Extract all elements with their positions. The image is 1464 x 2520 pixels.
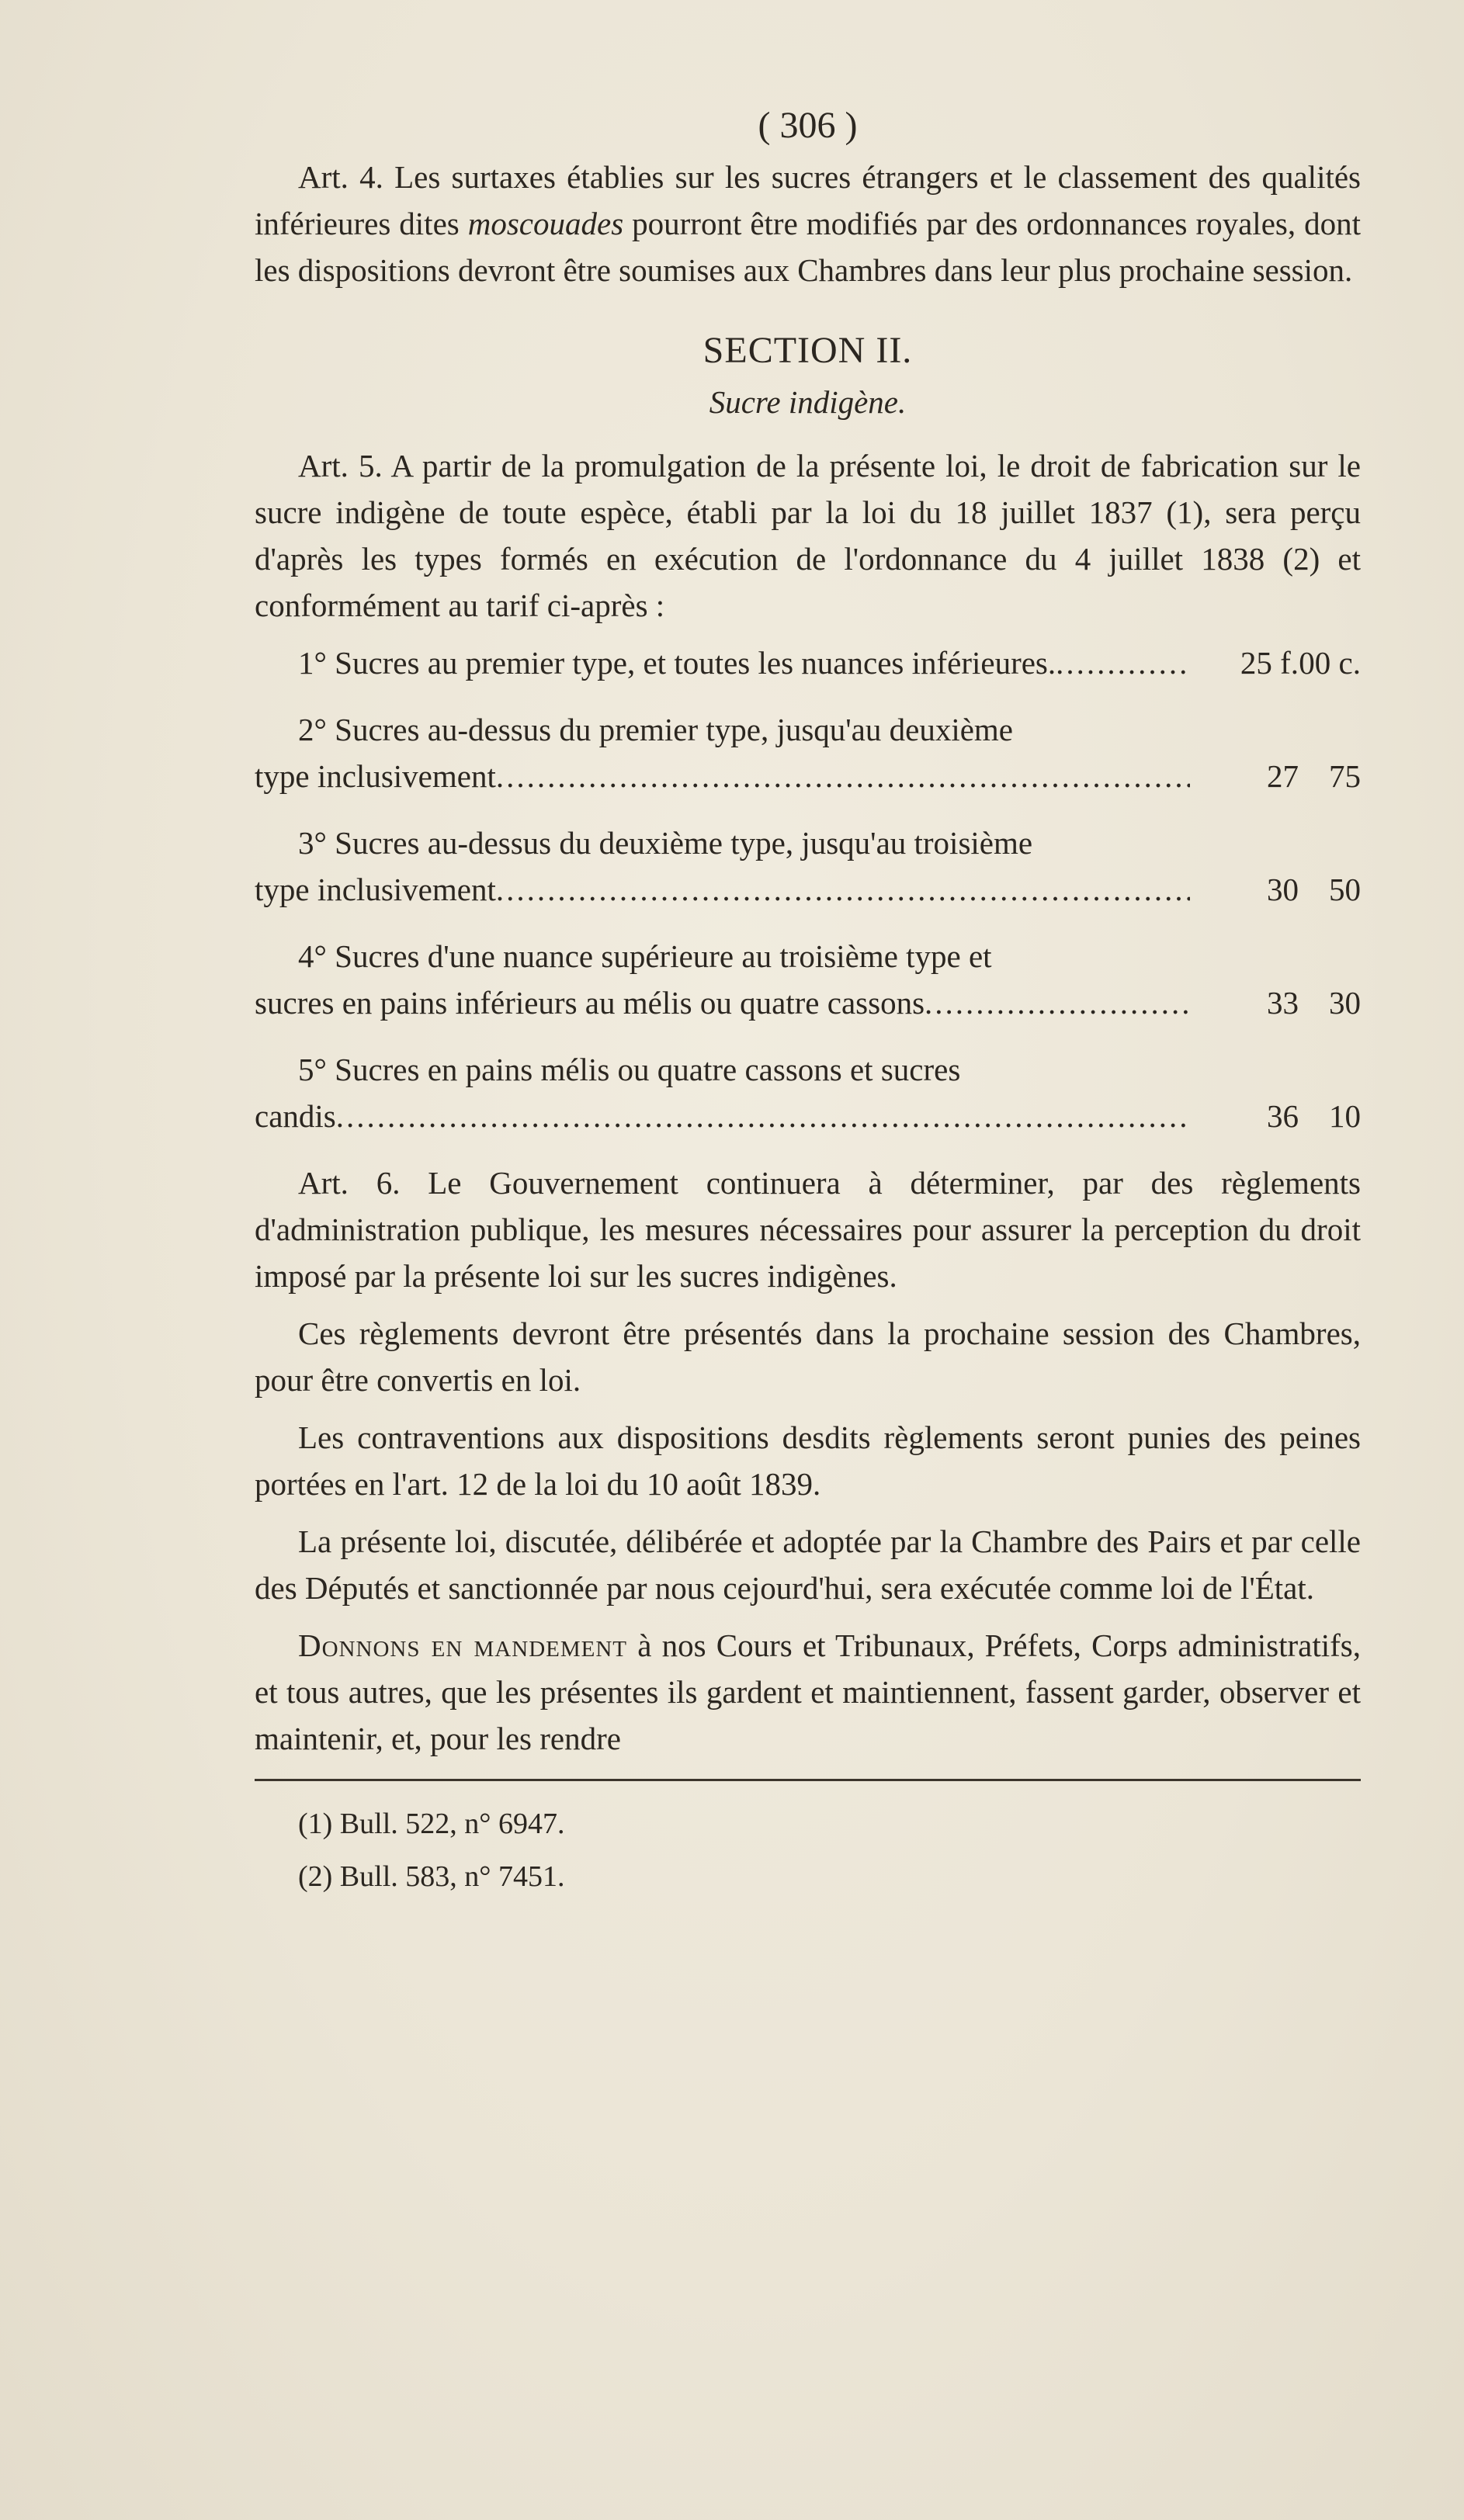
article-4 — [255, 154, 1361, 293]
paragraph-mandement — [255, 1622, 1361, 1762]
article-5: Art. 5. A partir de la promulgation de la présente loi, le droit de fabrication sur le sucre indigène de toute espèce, établi par la loi du 18 juillet 1837 (1), sera perçu d'après les types formés en exécution de l'ordonnance du 4 juillet 1838 (2) et conformément au tarif ci-après : — [255, 448, 1361, 623]
tariff-label: 2° Sucres au-dessus du premier type, jusqu'au deuxième — [298, 712, 1013, 747]
article-6: Art. 6. Le Gouvernement continuera à déterminer, par des règlements d'administration publique, les mesures nécessaires pour assurer la perception du droit imposé par la présente loi sur les sucres indigènes. — [255, 1165, 1361, 1294]
tariff-row — [255, 820, 1361, 913]
page-text — [255, 102, 1361, 1905]
footnote-2: (2) Bull. 583, n° 7451. — [298, 1860, 565, 1893]
leader-dots — [336, 1093, 1190, 1139]
tariff-table — [255, 640, 1361, 1139]
tariff-label: 3° Sucres au-dessus du deuxième type, jusqu'au troisième — [298, 825, 1033, 861]
footnote-1: (1) Bull. 522, n° 6947. — [298, 1808, 565, 1840]
mandement-lead: Donnons en mandement — [298, 1627, 628, 1663]
tariff-francs: 36 — [1267, 1098, 1299, 1134]
paragraph-presente-loi: La présente loi, discutée, délibérée et adoptée par la Chambre des Pairs et par celle des Députés et sanctionnée par nous cejourd'hui, sera exécutée comme loi de l'État. — [255, 1523, 1361, 1606]
leader-dots — [1056, 640, 1190, 686]
tariff-francs: 30 — [1267, 872, 1299, 907]
section-subtitle: Sucre indigène. — [709, 384, 907, 420]
article-4-lead: Art. 4. — [298, 159, 383, 195]
paragraph-reglements: Ces règlements devront être présentés dans la prochaine session des Chambres, pour être convertis en loi. — [255, 1315, 1361, 1398]
tariff-label: 5° Sucres en pains mélis ou quatre cassons et sucres — [298, 1052, 961, 1087]
tariff-label-cont: type inclusivement — [255, 872, 496, 907]
tariff-label-cont: type inclusivement — [255, 758, 496, 794]
article-4-text-before: Les surtaxes établies sur les sucres étrangers et le classement des qualités inférieures dites — [255, 159, 1361, 241]
tariff-francs: 25 f. — [1240, 645, 1299, 681]
tariff-francs: 33 — [1267, 985, 1299, 1021]
page-number: ( 306 ) — [758, 105, 858, 146]
mandement-text: à nos Cours et Tribunaux, Préfets, Corps administratifs, et tous autres, que les présentes ils gardent et maintiennent, fassent garder, observer et maintenir, et, pour les rendre — [255, 1627, 1361, 1756]
tariff-label: 1° Sucres au premier type, et toutes les nuances inférieures. — [298, 645, 1056, 681]
tariff-row — [255, 1046, 1361, 1139]
leader-dots — [496, 866, 1190, 913]
article-4-italic-term: moscouades — [467, 206, 624, 241]
tariff-line — [255, 753, 1361, 799]
article-4-text-after: pourront être modifiés par des ordonnances royales, dont les dispositions devront être soumises aux Chambres dans leur plus prochaine session. — [255, 206, 1361, 288]
tariff-francs: 27 — [1267, 758, 1299, 794]
tariff-line — [255, 979, 1361, 1026]
leader-dots — [925, 979, 1190, 1026]
tariff-line — [255, 640, 1361, 686]
tariff-row — [255, 640, 1361, 686]
tariff-line — [255, 866, 1361, 913]
tariff-cents: 50 — [1329, 872, 1361, 907]
section-title: SECTION II. — [703, 330, 913, 371]
tariff-line — [255, 1093, 1361, 1139]
tariff-label-cont: sucres en pains inférieurs au mélis ou quatre cassons — [255, 985, 925, 1021]
tariff-cents: 30 — [1329, 985, 1361, 1021]
footnote-rule — [255, 1779, 1361, 1781]
tariff-cents: 75 — [1329, 758, 1361, 794]
tariff-cents: 10 — [1329, 1098, 1361, 1134]
paragraph-contraventions: Les contraventions aux dispositions desdits règlements seront punies des peines portées en l'art. 12 de la loi du 10 août 1839. — [255, 1419, 1361, 1502]
tariff-label: 4° Sucres d'une nuance supérieure au troisième type et — [298, 938, 992, 974]
tariff-label-cont: candis — [255, 1098, 336, 1134]
leader-dots — [496, 753, 1190, 799]
tariff-cents: 00 c. — [1299, 645, 1361, 681]
tariff-row — [255, 933, 1361, 1026]
tariff-row — [255, 706, 1361, 799]
